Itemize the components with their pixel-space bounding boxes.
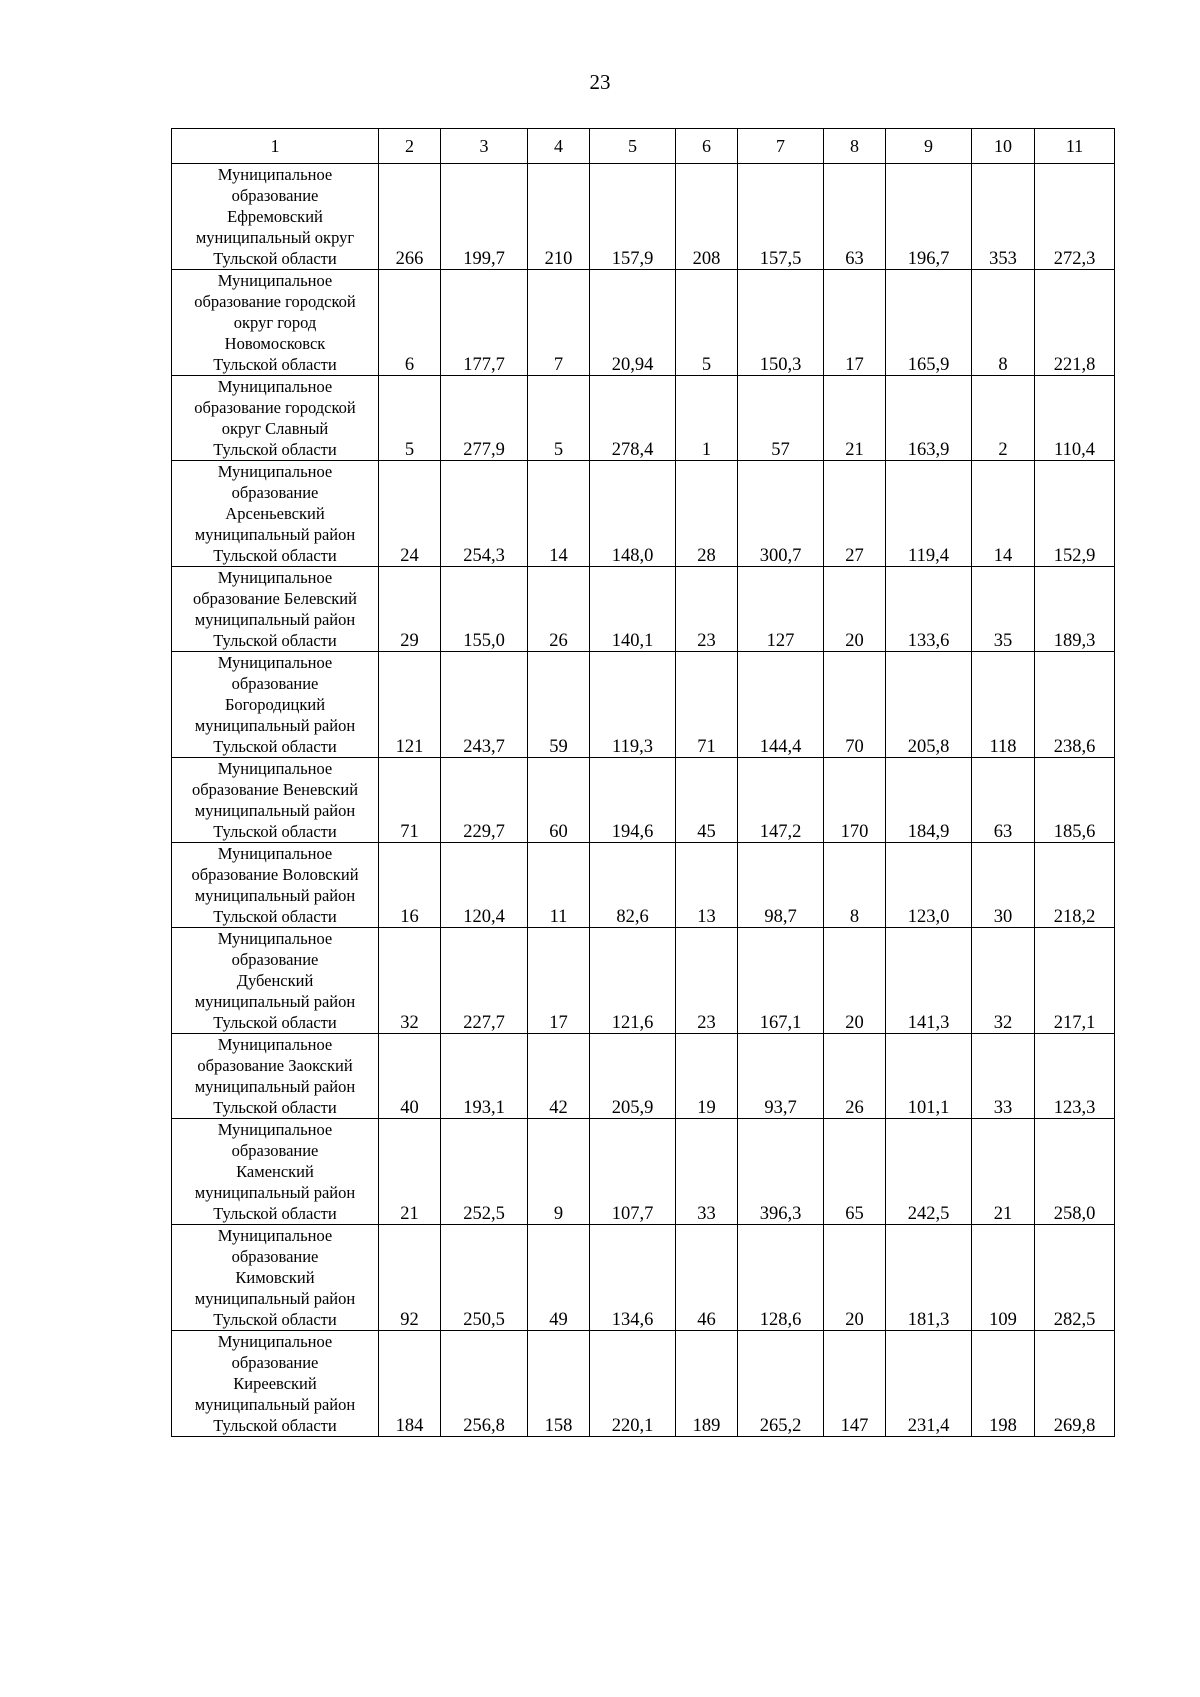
value-cell-col-4: 9 [528, 1119, 590, 1225]
column-header-5: 5 [590, 129, 676, 164]
value-cell-col-2: 184 [379, 1331, 441, 1437]
table-row [172, 270, 1115, 376]
value-cell-col-6: 23 [676, 567, 738, 652]
municipality-name-line: образование городской [194, 292, 356, 311]
municipality-name-line: Муниципальное [217, 377, 333, 396]
value-cell-col-11: 258,0 [1035, 1119, 1115, 1225]
municipality-name-cell [172, 461, 379, 567]
municipality-name-line: образование [231, 1247, 319, 1266]
municipality-name-line: Новомосковск [224, 334, 326, 353]
municipality-name-line: Тульской области [213, 822, 337, 841]
municipality-name-cell [172, 376, 379, 461]
municipality-name-cell [172, 270, 379, 376]
municipality-name-line: муниципальный район [194, 1183, 356, 1202]
value-cell-col-4: 17 [528, 928, 590, 1034]
value-cell-col-2: 6 [379, 270, 441, 376]
municipality-name-cell [172, 843, 379, 928]
value-cell-col-9: 181,3 [886, 1225, 972, 1331]
value-cell-col-3: 177,7 [441, 270, 528, 376]
value-cell-col-10: 35 [972, 567, 1035, 652]
value-cell-col-3: 256,8 [441, 1331, 528, 1437]
value-cell-col-8: 21 [824, 376, 886, 461]
value-cell-col-6: 46 [676, 1225, 738, 1331]
value-cell-col-3: 229,7 [441, 758, 528, 843]
municipality-name-line: Муниципальное [217, 165, 333, 184]
table-row [172, 461, 1115, 567]
value-cell-col-11: 238,6 [1035, 652, 1115, 758]
value-cell-col-10: 198 [972, 1331, 1035, 1437]
value-cell-col-2: 24 [379, 461, 441, 567]
municipality-name-line: образование [231, 950, 319, 969]
value-cell-col-8: 70 [824, 652, 886, 758]
value-cell-col-6: 33 [676, 1119, 738, 1225]
municipality-name-line: округ Славный [221, 419, 329, 438]
municipality-name-line: Дубенский [236, 971, 314, 990]
value-cell-col-4: 210 [528, 164, 590, 270]
column-header-10: 10 [972, 129, 1035, 164]
municipality-name-cell [172, 567, 379, 652]
value-cell-col-9: 231,4 [886, 1331, 972, 1437]
value-cell-col-10: 32 [972, 928, 1035, 1034]
value-cell-col-2: 16 [379, 843, 441, 928]
value-cell-col-5: 220,1 [590, 1331, 676, 1437]
municipality-name-cell [172, 1225, 379, 1331]
value-cell-col-4: 59 [528, 652, 590, 758]
municipality-name-line: образование [231, 483, 319, 502]
table-row [172, 652, 1115, 758]
value-cell-col-3: 199,7 [441, 164, 528, 270]
value-cell-col-5: 278,4 [590, 376, 676, 461]
value-cell-col-9: 196,7 [886, 164, 972, 270]
value-cell-col-11: 221,8 [1035, 270, 1115, 376]
table-body [172, 164, 1115, 1437]
municipality-name-cell [172, 1119, 379, 1225]
value-cell-col-8: 27 [824, 461, 886, 567]
value-cell-col-3: 252,5 [441, 1119, 528, 1225]
value-cell-col-11: 282,5 [1035, 1225, 1115, 1331]
value-cell-col-3: 277,9 [441, 376, 528, 461]
value-cell-col-9: 123,0 [886, 843, 972, 928]
municipality-name-line: Тульской области [213, 907, 337, 926]
column-header-1: 1 [172, 129, 379, 164]
municipality-name-line: Арсеньевский [225, 504, 325, 523]
municipality-name-line: образование Заокский [197, 1056, 353, 1075]
value-cell-col-10: 353 [972, 164, 1035, 270]
data-table [171, 128, 1115, 1437]
table-row [172, 567, 1115, 652]
municipality-name-line: Муниципальное [217, 271, 333, 290]
municipality-name-line: Киреевский [233, 1374, 317, 1393]
value-cell-col-7: 167,1 [738, 928, 824, 1034]
value-cell-col-3: 120,4 [441, 843, 528, 928]
municipality-name-line: Тульской области [213, 249, 337, 268]
value-cell-col-8: 147 [824, 1331, 886, 1437]
municipality-name-line: образование [231, 186, 319, 205]
value-cell-col-8: 63 [824, 164, 886, 270]
value-cell-col-6: 19 [676, 1034, 738, 1119]
value-cell-col-7: 265,2 [738, 1331, 824, 1437]
value-cell-col-2: 32 [379, 928, 441, 1034]
table-row [172, 1034, 1115, 1119]
value-cell-col-6: 28 [676, 461, 738, 567]
municipality-name-line: Тульской области [213, 546, 337, 565]
column-header-11: 11 [1035, 129, 1115, 164]
table-header [172, 129, 1115, 164]
value-cell-col-5: 121,6 [590, 928, 676, 1034]
value-cell-col-4: 158 [528, 1331, 590, 1437]
value-cell-col-8: 26 [824, 1034, 886, 1119]
value-cell-col-8: 65 [824, 1119, 886, 1225]
value-cell-col-6: 189 [676, 1331, 738, 1437]
municipality-name-line: Муниципальное [217, 653, 333, 672]
value-cell-col-4: 49 [528, 1225, 590, 1331]
value-cell-col-10: 8 [972, 270, 1035, 376]
value-cell-col-2: 71 [379, 758, 441, 843]
municipality-name-line: муниципальный район [194, 716, 356, 735]
value-cell-col-5: 194,6 [590, 758, 676, 843]
value-cell-col-8: 20 [824, 1225, 886, 1331]
municipality-name-line: муниципальный район [194, 992, 356, 1011]
value-cell-col-7: 128,6 [738, 1225, 824, 1331]
column-header-4: 4 [528, 129, 590, 164]
municipality-name-line: муниципальный район [194, 1395, 356, 1414]
value-cell-col-4: 7 [528, 270, 590, 376]
value-cell-col-10: 118 [972, 652, 1035, 758]
value-cell-col-7: 57 [738, 376, 824, 461]
value-cell-col-6: 45 [676, 758, 738, 843]
municipality-name-line: образование [231, 1353, 319, 1372]
value-cell-col-9: 242,5 [886, 1119, 972, 1225]
value-cell-col-5: 107,7 [590, 1119, 676, 1225]
municipality-name-line: Муниципальное [217, 1035, 333, 1054]
municipality-name-line: муниципальный район [194, 610, 356, 629]
value-cell-col-4: 11 [528, 843, 590, 928]
municipality-name-line: Тульской области [213, 440, 337, 459]
municipality-name-line: Ефремовский [227, 207, 323, 226]
table-row [172, 928, 1115, 1034]
value-cell-col-9: 141,3 [886, 928, 972, 1034]
municipality-name-line: Тульской области [213, 1098, 337, 1117]
value-cell-col-10: 14 [972, 461, 1035, 567]
value-cell-col-7: 93,7 [738, 1034, 824, 1119]
value-cell-col-2: 5 [379, 376, 441, 461]
value-cell-col-3: 250,5 [441, 1225, 528, 1331]
value-cell-col-11: 189,3 [1035, 567, 1115, 652]
value-cell-col-9: 184,9 [886, 758, 972, 843]
value-cell-col-8: 20 [824, 928, 886, 1034]
value-cell-col-4: 42 [528, 1034, 590, 1119]
value-cell-col-4: 5 [528, 376, 590, 461]
value-cell-col-6: 5 [676, 270, 738, 376]
value-cell-col-11: 218,2 [1035, 843, 1115, 928]
value-cell-col-3: 155,0 [441, 567, 528, 652]
municipality-name-line: Муниципальное [217, 929, 333, 948]
municipality-name-line: Тульской области [213, 631, 337, 650]
column-header-6: 6 [676, 129, 738, 164]
value-cell-col-7: 147,2 [738, 758, 824, 843]
value-cell-col-6: 71 [676, 652, 738, 758]
municipality-name-line: муниципальный район [194, 801, 356, 820]
value-cell-col-11: 185,6 [1035, 758, 1115, 843]
value-cell-col-8: 17 [824, 270, 886, 376]
municipality-name-line: образование Воловский [191, 865, 359, 884]
municipality-name-line: Кимовский [235, 1268, 315, 1287]
value-cell-col-6: 1 [676, 376, 738, 461]
municipality-name-cell [172, 1331, 379, 1437]
municipality-name-line: образование Веневский [191, 780, 359, 799]
value-cell-col-7: 127 [738, 567, 824, 652]
value-cell-col-10: 21 [972, 1119, 1035, 1225]
value-cell-col-7: 144,4 [738, 652, 824, 758]
municipality-name-line: Тульской области [213, 1310, 337, 1329]
value-cell-col-11: 110,4 [1035, 376, 1115, 461]
value-cell-col-9: 205,8 [886, 652, 972, 758]
value-cell-col-5: 119,3 [590, 652, 676, 758]
value-cell-col-11: 217,1 [1035, 928, 1115, 1034]
page-number: 23 [589, 70, 611, 94]
value-cell-col-7: 300,7 [738, 461, 824, 567]
value-cell-col-5: 157,9 [590, 164, 676, 270]
value-cell-col-5: 140,1 [590, 567, 676, 652]
municipality-name-cell [172, 164, 379, 270]
column-header-2: 2 [379, 129, 441, 164]
municipality-name-cell [172, 652, 379, 758]
value-cell-col-9: 133,6 [886, 567, 972, 652]
municipality-name-cell [172, 1034, 379, 1119]
municipality-name-line: Муниципальное [217, 568, 333, 587]
table-row [172, 843, 1115, 928]
municipality-name-line: образование [231, 1141, 319, 1160]
municipality-name-line: Тульской области [213, 1416, 337, 1435]
value-cell-col-4: 60 [528, 758, 590, 843]
value-cell-col-3: 227,7 [441, 928, 528, 1034]
value-cell-col-9: 163,9 [886, 376, 972, 461]
value-cell-col-11: 123,3 [1035, 1034, 1115, 1119]
value-cell-col-7: 98,7 [738, 843, 824, 928]
value-cell-col-2: 29 [379, 567, 441, 652]
municipality-name-line: образование городской [194, 398, 356, 417]
value-cell-col-2: 40 [379, 1034, 441, 1119]
municipality-name-line: Тульской области [213, 1204, 337, 1223]
column-header-9: 9 [886, 129, 972, 164]
value-cell-col-6: 23 [676, 928, 738, 1034]
value-cell-col-3: 243,7 [441, 652, 528, 758]
municipality-name-line: округ город [233, 313, 317, 332]
value-cell-col-9: 119,4 [886, 461, 972, 567]
value-cell-col-2: 266 [379, 164, 441, 270]
municipality-name-line: Богородицкий [224, 695, 326, 714]
municipality-name-line: образование [231, 674, 319, 693]
value-cell-col-8: 8 [824, 843, 886, 928]
value-cell-col-9: 165,9 [886, 270, 972, 376]
municipality-name-cell [172, 758, 379, 843]
municipality-name-line: Тульской области [213, 1013, 337, 1032]
municipality-name-line: образование Белевский [193, 589, 357, 608]
value-cell-col-5: 205,9 [590, 1034, 676, 1119]
municipality-name-line: Муниципальное [217, 1332, 333, 1351]
table-row [172, 376, 1115, 461]
value-cell-col-11: 272,3 [1035, 164, 1115, 270]
value-cell-col-7: 396,3 [738, 1119, 824, 1225]
table-row [172, 758, 1115, 843]
value-cell-col-10: 33 [972, 1034, 1035, 1119]
value-cell-col-10: 63 [972, 758, 1035, 843]
table-row [172, 1225, 1115, 1331]
value-cell-col-7: 150,3 [738, 270, 824, 376]
value-cell-col-5: 20,94 [590, 270, 676, 376]
municipality-name-line: муниципальный район [194, 525, 356, 544]
municipality-name-line: Тульской области [213, 737, 337, 756]
column-header-3: 3 [441, 129, 528, 164]
municipality-name-line: Муниципальное [217, 1120, 333, 1139]
municipality-name-line: муниципальный район [194, 886, 356, 905]
municipality-name-cell [172, 928, 379, 1034]
value-cell-col-11: 269,8 [1035, 1331, 1115, 1437]
value-cell-col-4: 14 [528, 461, 590, 567]
value-cell-col-2: 92 [379, 1225, 441, 1331]
municipality-name-line: Каменский [236, 1162, 314, 1181]
value-cell-col-10: 2 [972, 376, 1035, 461]
value-cell-col-3: 193,1 [441, 1034, 528, 1119]
value-cell-col-7: 157,5 [738, 164, 824, 270]
municipality-name-line: Муниципальное [217, 462, 333, 481]
value-cell-col-2: 21 [379, 1119, 441, 1225]
table-row [172, 1331, 1115, 1437]
value-cell-col-10: 109 [972, 1225, 1035, 1331]
header-row [172, 129, 1115, 164]
value-cell-col-5: 82,6 [590, 843, 676, 928]
value-cell-col-8: 170 [824, 758, 886, 843]
table-row [172, 1119, 1115, 1225]
value-cell-col-9: 101,1 [886, 1034, 972, 1119]
value-cell-col-6: 13 [676, 843, 738, 928]
value-cell-col-11: 152,9 [1035, 461, 1115, 567]
value-cell-col-3: 254,3 [441, 461, 528, 567]
municipality-name-line: Муниципальное [217, 1226, 333, 1245]
value-cell-col-6: 208 [676, 164, 738, 270]
value-cell-col-8: 20 [824, 567, 886, 652]
value-cell-col-4: 26 [528, 567, 590, 652]
value-cell-col-5: 134,6 [590, 1225, 676, 1331]
municipality-name-line: муниципальный район [194, 1289, 356, 1308]
column-header-7: 7 [738, 129, 824, 164]
value-cell-col-2: 121 [379, 652, 441, 758]
municipality-name-line: Тульской области [213, 355, 337, 374]
table-row [172, 164, 1115, 270]
municipality-name-line: Муниципальное [217, 759, 333, 778]
value-cell-col-5: 148,0 [590, 461, 676, 567]
municipality-name-line: муниципальный округ [195, 228, 355, 247]
value-cell-col-10: 30 [972, 843, 1035, 928]
municipality-name-line: муниципальный район [194, 1077, 356, 1096]
municipality-name-line: Муниципальное [217, 844, 333, 863]
column-header-8: 8 [824, 129, 886, 164]
